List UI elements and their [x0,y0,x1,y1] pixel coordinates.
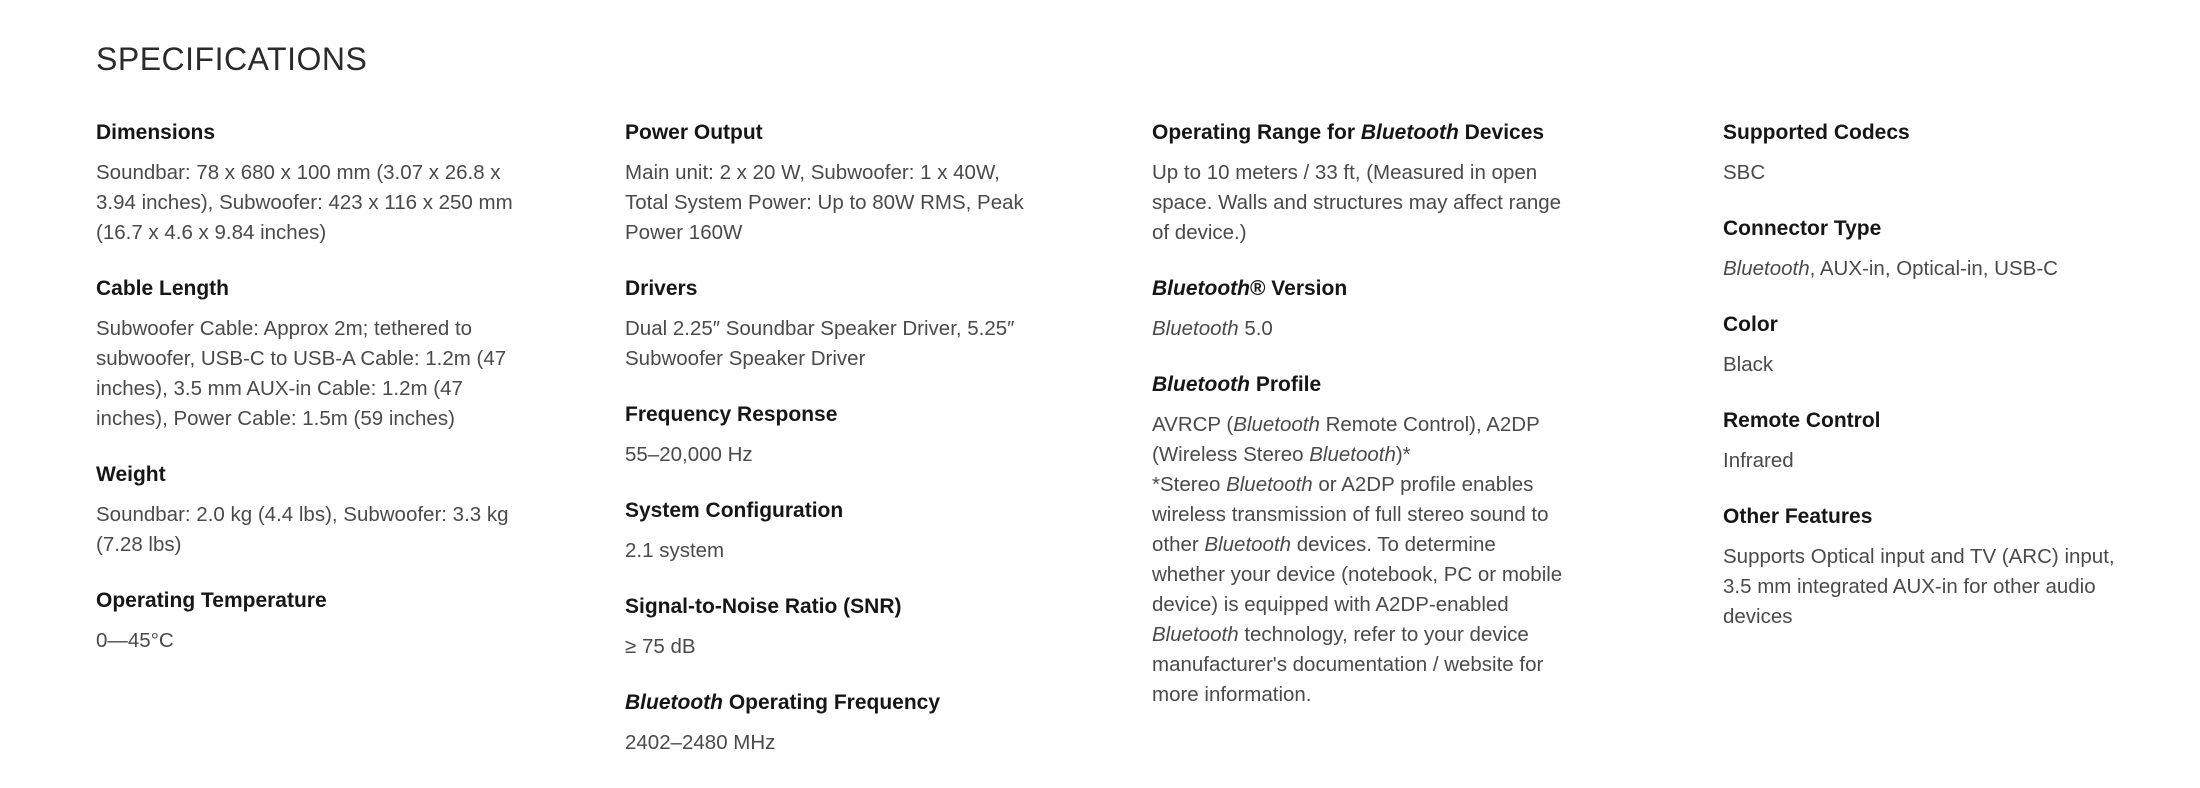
spec-section-value [1152,158,1567,248]
spec-section [625,274,1045,374]
spec-section-value [1152,470,1567,710]
spec-section [1723,406,2123,476]
spec-section [625,118,1045,248]
spec-section [1152,118,1567,248]
text: ≥ 75 dB [625,635,696,658]
spec-section-value [1723,350,2123,380]
spec-section-value [1152,410,1567,470]
spec-section [96,118,516,248]
spec-section [1723,310,2123,380]
spec-section [96,274,516,434]
spec-section-title [625,496,1045,526]
spec-section [625,400,1045,470]
text: )* [1395,443,1411,466]
spec-section-value [96,500,516,560]
spec-section-title [625,688,1045,718]
spec-section [625,688,1045,758]
text: Operating Temperature [96,589,327,612]
text: Supports Optical input and TV (ARC) input, 3.5 mm integrated AUX-in for other audio devices [1723,545,2115,628]
italic-text: Bluetooth [1226,473,1313,496]
spec-section-title [1723,310,2123,340]
text: Subwoofer Cable: Approx 2m; tethered to subwoofer, USB-C to USB-A Cable: 1.2m (47 inches), 3.5 mm AUX-in Cable: 1.2m (47 inches), Power Cable: 1.5m (59 inches) [96,317,507,430]
spec-section-title [1152,118,1567,148]
text: technology, refer to your device manufacturer's documentation / website for more information. [1152,623,1544,706]
text: 0—45°C [96,629,174,652]
spec-columns [96,118,2200,784]
spec-section-value [625,314,1045,374]
spec-section [1723,502,2123,632]
spec-section-title [96,460,516,490]
text: 2402–2480 MHz [625,731,776,754]
spec-section-value [1723,446,2123,476]
text: Main unit: 2 x 20 W, Subwoofer: 1 x 40W, Total System Power: Up to 80W RMS, Peak Power 160W [625,161,1024,244]
spec-section [625,496,1045,566]
text: Operating Frequency [722,691,941,714]
spec-section [1152,274,1567,344]
text: Operating Range for [1152,121,1361,144]
text: 55–20,000 Hz [625,443,753,466]
italic-text: Bluetooth [1152,373,1250,396]
text: Devices [1458,121,1545,144]
text: Signal-to-Noise Ratio (SNR) [625,595,902,618]
spec-section [1723,214,2123,284]
text: devices. To determine whether your device (notebook, PC or mobile device) is equipped with A2DP-enabled [1152,533,1563,616]
spec-section-title [625,592,1045,622]
spec-section-title [96,274,516,304]
text: Color [1723,313,1778,336]
spec-section-value [625,536,1045,566]
italic-text: Bluetooth [1233,413,1320,436]
text: Other Features [1723,505,1873,528]
text: System Configuration [625,499,844,522]
text: Connector Type [1723,217,1882,240]
text: *Stereo [1152,473,1227,496]
text: SBC [1723,161,1766,184]
text: , AUX-in, Optical-in, USB-C [1809,257,2058,280]
spec-section-value [1723,254,2123,284]
text: Soundbar: 78 x 680 x 100 mm (3.07 x 26.8 x 3.94 inches), Subwoofer: 423 x 116 x 250 mm (16.7 x 4.6 x 9.84 inches) [96,161,513,244]
italic-text: Bluetooth [625,691,723,714]
text: Soundbar: 2.0 kg (4.4 lbs), Subwoofer: 3.3 kg (7.28 lbs) [96,503,509,556]
spec-section-value [625,632,1045,662]
text: Black [1723,353,1774,376]
italic-text: Bluetooth [1152,277,1250,300]
spec-section [625,592,1045,662]
text: Remote Control), A2DP (Wireless Stereo [1152,413,1540,466]
text: ® Version [1249,277,1348,300]
spec-section-title [1152,274,1567,304]
spec-column-2 [625,118,1045,784]
text: Up to 10 meters / 33 ft, (Measured in open space. Walls and structures may affect range of device.) [1152,161,1562,244]
spec-section-title [625,118,1045,148]
spec-column-1 [96,118,516,682]
spec-section-title [1723,406,2123,436]
spec-column-4 [1723,118,2123,658]
text: Frequency Response [625,403,838,426]
spec-section-value [96,158,516,248]
spec-section-title [1152,370,1567,400]
spec-section [96,586,516,656]
page-title: SPECIFICATIONS [96,41,368,77]
spec-section-value [625,440,1045,470]
spec-section-title [96,586,516,616]
spec-section-title [96,118,516,148]
spec-section [96,460,516,560]
text: Cable Length [96,277,230,300]
spec-column-3 [1152,118,1567,736]
spec-section-title [1723,118,2123,148]
text: Profile [1249,373,1322,396]
text: Remote Control [1723,409,1881,432]
spec-section-value [1152,314,1567,344]
spec-section-title [1723,502,2123,532]
spec-section-title [625,274,1045,304]
text: or A2DP profile enables wireless transmission of full stereo sound to other [1152,473,1549,556]
spec-section-value [625,728,1045,758]
spec-section-value [625,158,1045,248]
text: 5.0 [1238,317,1273,340]
text: Power Output [625,121,763,144]
text: Drivers [625,277,698,300]
italic-text: Bluetooth [1309,443,1396,466]
italic-text: Bluetooth [1204,533,1292,556]
text: Weight [96,463,166,486]
spec-section-title [625,400,1045,430]
text: 2.1 system [625,539,725,562]
spec-section-value [1723,542,2123,632]
spec-section-value [96,314,516,434]
italic-text: Bluetooth [1723,257,1810,280]
text: Dimensions [96,121,216,144]
text: Supported Codecs [1723,121,1910,144]
spec-section-value [96,626,516,656]
spec-section-value [1723,158,2123,188]
italic-text: Bluetooth [1152,317,1239,340]
italic-text: Bluetooth [1360,121,1459,144]
spec-section [1152,370,1567,710]
text: Dual 2.25″ Soundbar Speaker Driver, 5.25″ Subwoofer Speaker Driver [625,317,1015,370]
spec-section-title [1723,214,2123,244]
italic-text: Bluetooth [1152,623,1239,646]
text: AVRCP ( [1152,413,1234,436]
text: Infrared [1723,449,1794,472]
spec-section [1723,118,2123,188]
